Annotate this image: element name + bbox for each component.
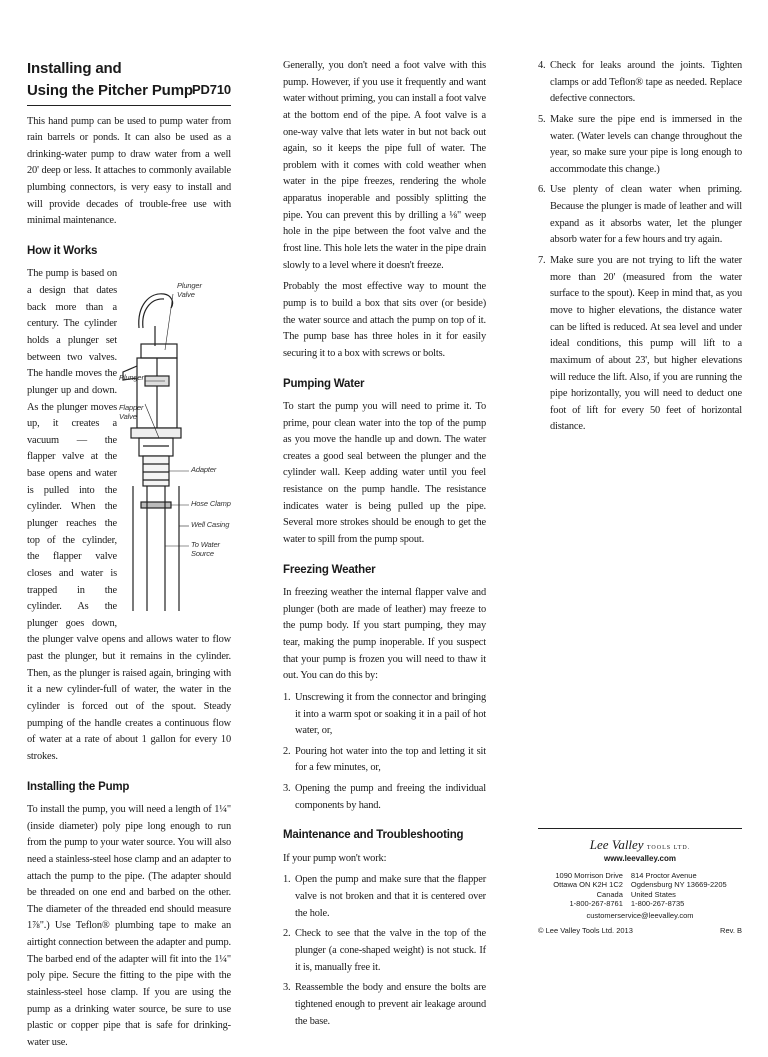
label-hose-clamp: Hose Clamp <box>191 499 231 509</box>
list-item <box>283 690 486 740</box>
copyright-row <box>538 926 742 935</box>
product-code: PD710 <box>192 81 231 97</box>
list-item <box>538 182 742 249</box>
pumping-water-text: To start the pump you will need to prime it. To prime, pour clean water into the top of the pump as you move the handle up and down. The water creates a good seal between the plunger and the cylinder wall. Keep adding water until you feel resistance on the pump handle. The resistance indicates water is being pulled up the pipe. Several more strokes should be enough to get the water to spill from the pump spout. <box>283 400 486 546</box>
list-number: 3. <box>283 783 291 795</box>
us-address <box>631 871 727 909</box>
addresses <box>538 871 742 909</box>
logo-small-text: TOOLS LTD. <box>646 845 691 851</box>
revision-label: Rev. B <box>720 925 742 935</box>
list-number: 6. <box>538 184 546 196</box>
mounting-paragraph: Probably the most effective way to mount the pump is to build a box that sits over (or beside) the water source and attach the pump on top of it. The pump base has three holes in it for easily securing it to a box with screws or bolts. <box>283 281 486 359</box>
list-number: 7. <box>538 255 546 267</box>
pump-illustration <box>119 266 231 631</box>
troubleshooting-list-continued <box>538 58 742 436</box>
list-text: Check for leaks around the joints. Tighten clamps or add Teflon® tape as needed. Replace defective connectors. <box>550 60 742 105</box>
phone-number: 1-800-267-8735 <box>630 899 685 909</box>
list-number: 2. <box>283 745 291 757</box>
address-line: 1090 Morrison Drive <box>555 871 623 880</box>
list-item <box>538 58 742 108</box>
address-line: Canada <box>596 889 623 899</box>
list-number: 1. <box>283 874 291 886</box>
company-footer <box>538 828 742 935</box>
label-well-casing: Well Casing <box>191 520 230 530</box>
phone-number: 1-800-267-8761 <box>569 899 623 909</box>
label-plunger: Plunger <box>119 373 144 383</box>
pumping-water-heading: Pumping Water <box>283 377 365 390</box>
label-plunger-valve: Plunger Valve <box>177 281 202 299</box>
installing-heading: Installing the Pump <box>27 780 130 793</box>
pump-diagram <box>119 266 231 631</box>
list-number: 4. <box>538 60 546 71</box>
maintenance-heading: Maintenance and Troubleshooting <box>283 829 464 842</box>
canada-address <box>553 871 623 909</box>
address-line: United States <box>630 889 676 899</box>
list-text: Pouring hot water into the top and letting it sit for a few minutes, or, <box>295 745 486 774</box>
copyright-text: © Lee Valley Tools Ltd. 2013 <box>538 925 633 935</box>
list-item <box>538 112 742 179</box>
address-line: Ogdensburg NY 13669-2205 <box>630 880 727 890</box>
installing-text: To install the pump, you will need a length of 1¼" (inside diameter) poly pipe long enough to run from the pump to your water source. You will also need a stainless-steel hose clamp and an adapter to attach the pump to the pipe. (The adapter should be threaded on one end and barbed on the other. The diameter of the threaded end should measure 1⅞".) Use Teflon® plumbing tape to make an airtight connection between the adapter and pump. The barbed end of the adapter will fit into the 1¼" poly pipe. Secure the fitting to the pipe with the stainless-steel hose clamp. If you are using the pump as a drinking water source, be sure to use plastic or copper pipe that is safe for drinking-water use. <box>27 803 231 1048</box>
document-title <box>27 58 231 102</box>
how-it-works-section <box>27 266 231 765</box>
list-item <box>283 926 486 976</box>
list-text: Check to see that the valve in the top of the plunger (a cone-shaped weight) is not stuck. If it is, manually free it. <box>295 928 486 973</box>
customer-service-email[interactable]: customerservice@leevalley.com <box>586 910 694 920</box>
label-to-water-source: To Water Source <box>191 540 220 558</box>
list-number: 3. <box>283 982 291 994</box>
lee-valley-logo <box>538 837 742 853</box>
list-item <box>538 253 742 436</box>
list-item <box>283 980 486 1030</box>
title-rule <box>27 105 231 106</box>
intro-paragraph: This hand pump can be used to pump water from rain barrels or ponds. It can also be used as a drinking-water pump to draw water from a well 20' deep or less. It attaches to commonly available plumbing connectors, is very easy to install and will provide decades of trouble-free use with minimal maintenance. <box>27 115 231 227</box>
column-3 <box>538 58 742 440</box>
how-it-works-text: The pump is based on a design that dates back more than a century. The cylinder holds a plunger set between two valves. The handle moves the plunger up and down. As the plunger moves up, it creates a vacuum — the flapper valve at the base opens and water is pulled into the cylinder. When the plunger reaches the top of the cylinder, the flapper valve closes and water is trapped in the cylinder. As the plunger goes down, the plunger valve opens and allows water to flow past the plunger, but it remains in the cylinder. Then, as the plunger is raised again, bringing with it a new cylinder-full of water, the water in the cylinder is forced out of the spout. Steady pumping of the handle creates a continuous flow of water at a rate of about 1 gallon for every 10 strokes. <box>27 268 231 762</box>
freezing-weather-text: In freezing weather the internal flapper valve and plunger (both are made of leather) may freeze to the pump body. If you start pumping, they may tear, making the pump inoperable. If you suspect that your pump is frozen you will need to thaw it out. You can do this by: <box>283 587 486 682</box>
list-number: 1. <box>283 691 291 703</box>
list-item <box>283 744 486 777</box>
title-line-1: Installing and <box>27 60 122 77</box>
website-link[interactable]: www.leevalley.com <box>603 854 677 863</box>
title-line-2: Using the Pitcher Pump <box>27 81 193 99</box>
label-adapter: Adapter <box>191 465 217 475</box>
logo-text: Lee Valley <box>589 837 644 852</box>
list-text: Reassemble the body and ensure the bolts are tightened enough to prevent air leakage around the base. <box>295 982 486 1027</box>
freezing-list <box>283 690 486 814</box>
list-text: Opening the pump and freeing the individual components by hand. <box>295 783 486 811</box>
address-line: Ottawa ON K2H 1C2 <box>553 880 623 890</box>
list-text: Unscrewing it from the connector and bringing it into a warm spot or soaking it in a pail of hot water, or, <box>295 691 486 737</box>
maintenance-intro: If your pump won't work: <box>283 852 387 864</box>
address-line: 814 Proctor Avenue <box>630 871 697 880</box>
list-text: Make sure the pipe end is immersed in the water. (Water levels can change throughout the year, so make sure your pipe is long enough to accommodate this change.) <box>550 113 742 175</box>
list-number: 2. <box>283 928 291 940</box>
foot-valve-paragraph: Generally, you don't need a foot valve with this pump. However, if you use it frequently and want water without priming, you can install a foot valve at the bottom end of the pipe. A foot valve is a one-way valve that lets water in but not back out again, so it keeps the pipe full of water. The problem with it comes with cold weather when water in the pipe freezes, rendering the whole apparatus inoperable and possibly splitting the pipe. You can prevent this by drilling a ⅛" weep hole in the pipe between the foot valve and the frost line. This hole lets the water in the pipe drain slowly to a level where it doesn't freeze. <box>283 60 486 271</box>
column-1 <box>27 58 231 1057</box>
label-flapper-valve: Flapper Valve <box>119 403 144 421</box>
list-number: 5. <box>538 113 546 125</box>
list-text: Open the pump and make sure that the flapper valve is not broken and that it is centered over the hole. <box>295 874 486 919</box>
freezing-weather-heading: Freezing Weather <box>283 563 376 576</box>
how-it-works-heading: How it Works <box>27 244 98 257</box>
list-item <box>283 781 486 814</box>
list-item <box>283 872 486 922</box>
column-2 <box>283 58 486 1034</box>
list-text: Make sure you are not trying to lift the water more than 20' (measured from the water surface to the spout). Keep in mind that, as you move to higher elevations, the distance water can be lifted is reduced. At sea level and under ideal conditions, this pump will lift to a maximum of about 23', but higher elevations will reduce the lift. Also, if you are running the pipe horizontally, you will need to deduct one foot of lift for every 50 feet of horizontal distance. <box>550 255 742 433</box>
maintenance-list <box>283 872 486 1030</box>
list-text: Use plenty of clean water when priming. Because the plunger is made of leather and will expand as it absorbs water, let the plunger absorb water for a few hours and try again. <box>550 184 742 246</box>
